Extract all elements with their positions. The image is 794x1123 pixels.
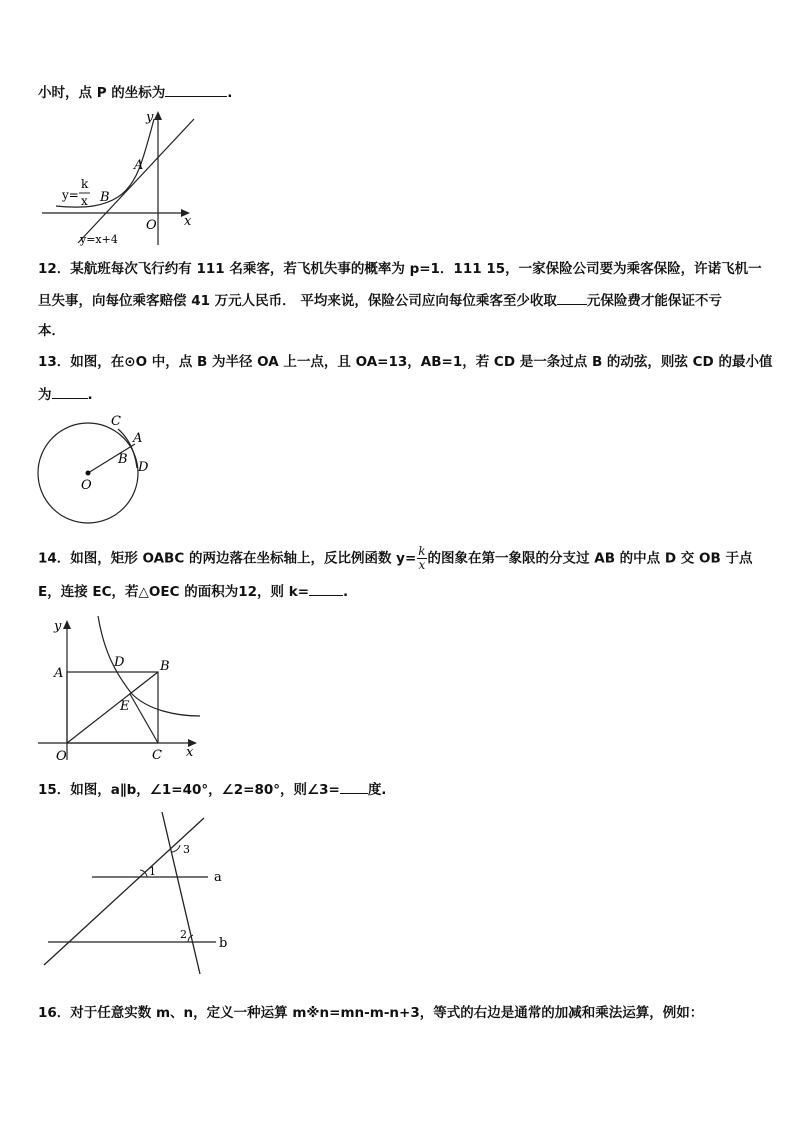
q16-line-1 bbox=[38, 1004, 703, 1022]
q12-line-2 bbox=[38, 291, 722, 310]
label-b: b bbox=[219, 936, 228, 951]
q11-figure bbox=[38, 105, 198, 247]
q13-text-2b: . bbox=[87, 387, 93, 403]
center-dot bbox=[86, 471, 91, 476]
label-e: E bbox=[120, 699, 130, 714]
q11-tail-end: . bbox=[227, 85, 233, 101]
q11-answer-blank[interactable] bbox=[165, 83, 227, 97]
label-angle-2: 2 bbox=[180, 928, 187, 941]
q14-answer-blank[interactable] bbox=[309, 582, 343, 596]
label-y: y bbox=[54, 619, 62, 634]
diagonal-ob bbox=[67, 672, 158, 743]
q12-text-2b: 元保险费才能保证不亏 bbox=[586, 293, 722, 309]
q13-text-1: 13．如图，在⊙O 中，点 B 为半径 OA 上一点，且 OA=13，AB=1，若 CD 是一条过点 B 的动弦，则弦 CD 的最小值 bbox=[38, 354, 773, 370]
label-a: a bbox=[214, 870, 222, 885]
q13-line-1 bbox=[38, 353, 772, 371]
q15-figure bbox=[38, 808, 238, 978]
label-d: D bbox=[114, 655, 125, 670]
label-a: A bbox=[133, 431, 143, 446]
q14-line-2 bbox=[38, 582, 348, 601]
label-angle-3: 3 bbox=[183, 843, 190, 856]
segment-ec bbox=[130, 694, 158, 743]
transversal-2 bbox=[162, 812, 200, 974]
q14-frac-den: x bbox=[418, 558, 426, 572]
line-y-x-plus-4 bbox=[78, 119, 194, 243]
label-c: C bbox=[152, 748, 162, 763]
label-o: O bbox=[56, 749, 67, 764]
q14-text-1a: 14．如图，矩形 OABC 的两边落在坐标轴上，反比例函数 y= bbox=[38, 550, 417, 567]
label-c: C bbox=[111, 414, 121, 429]
point-a-label: A bbox=[134, 158, 144, 173]
q11-tail-line bbox=[38, 83, 232, 102]
point-b-label: B bbox=[100, 190, 110, 205]
x-axis-label: x bbox=[184, 214, 192, 229]
q12-text-3: 本． bbox=[38, 323, 65, 339]
label-a: A bbox=[54, 666, 64, 681]
q14-fraction bbox=[417, 545, 426, 572]
q14-line-1 bbox=[38, 545, 752, 572]
label-b: B bbox=[118, 452, 128, 467]
q15-answer-blank[interactable] bbox=[340, 780, 368, 794]
q12-text-1: 12．某航班每次飞行约有 111 名乘客，若飞机失事的概率为 p=1．111 15，一家保险公司要为乘客保险，许诺飞机一 bbox=[38, 261, 762, 277]
q16-text-1: 16．对于任意实数 m、n，定义一种运算 m※n=mn-m-n+3，等式的右边是通常的加减和乘法运算，例如： bbox=[38, 1005, 704, 1021]
q15-line bbox=[38, 780, 386, 799]
q14-figure bbox=[36, 612, 202, 764]
q12-answer-blank[interactable] bbox=[557, 291, 587, 305]
q13-answer-blank[interactable] bbox=[52, 385, 88, 399]
q14-text-2a: E，连接 EC，若△OEC 的面积为12，则 k= bbox=[38, 584, 310, 600]
q11-tail-text: 小时，点 P 的坐标为 bbox=[38, 85, 166, 101]
label-b: B bbox=[160, 659, 170, 674]
q13-line-2 bbox=[38, 385, 93, 404]
hyperbola-label-num: k bbox=[81, 177, 89, 191]
y-axis-arrow bbox=[63, 620, 71, 629]
line-label: y=x+4 bbox=[80, 233, 118, 246]
radius-oa bbox=[88, 444, 135, 473]
q15-text-a: 15．如图，a∥b，∠1=40°，∠2=80°，则∠3= bbox=[38, 782, 340, 798]
label-o: O bbox=[81, 478, 92, 493]
label-angle-1: 1 bbox=[149, 865, 156, 878]
q14-text-1b: 的图象在第一象限的分支过 AB 的中点 D 交 OB 于点 bbox=[427, 550, 753, 567]
q13-figure bbox=[36, 410, 156, 528]
q13-text-2a: 为 bbox=[38, 387, 52, 403]
q12-text-2a: 旦失事，向每位乘客赔偿 41 万元人民币． 平均来说，保险公司应向每位乘客至少收取 bbox=[38, 293, 557, 309]
label-x: x bbox=[186, 745, 194, 760]
origin-label: O bbox=[146, 218, 157, 233]
q12-line-1 bbox=[38, 260, 762, 278]
q12-line-3 bbox=[38, 322, 65, 340]
label-d: D bbox=[138, 460, 149, 475]
q15-text-b: 度. bbox=[367, 782, 387, 798]
hyperbola-label-den: x bbox=[81, 194, 88, 208]
y-axis-arrow bbox=[154, 111, 162, 120]
hyperbola-label-lhs: y= bbox=[62, 188, 79, 202]
q14-frac-num: k bbox=[418, 544, 426, 558]
y-axis-label: y bbox=[146, 110, 154, 125]
q14-text-2b: . bbox=[343, 584, 349, 600]
